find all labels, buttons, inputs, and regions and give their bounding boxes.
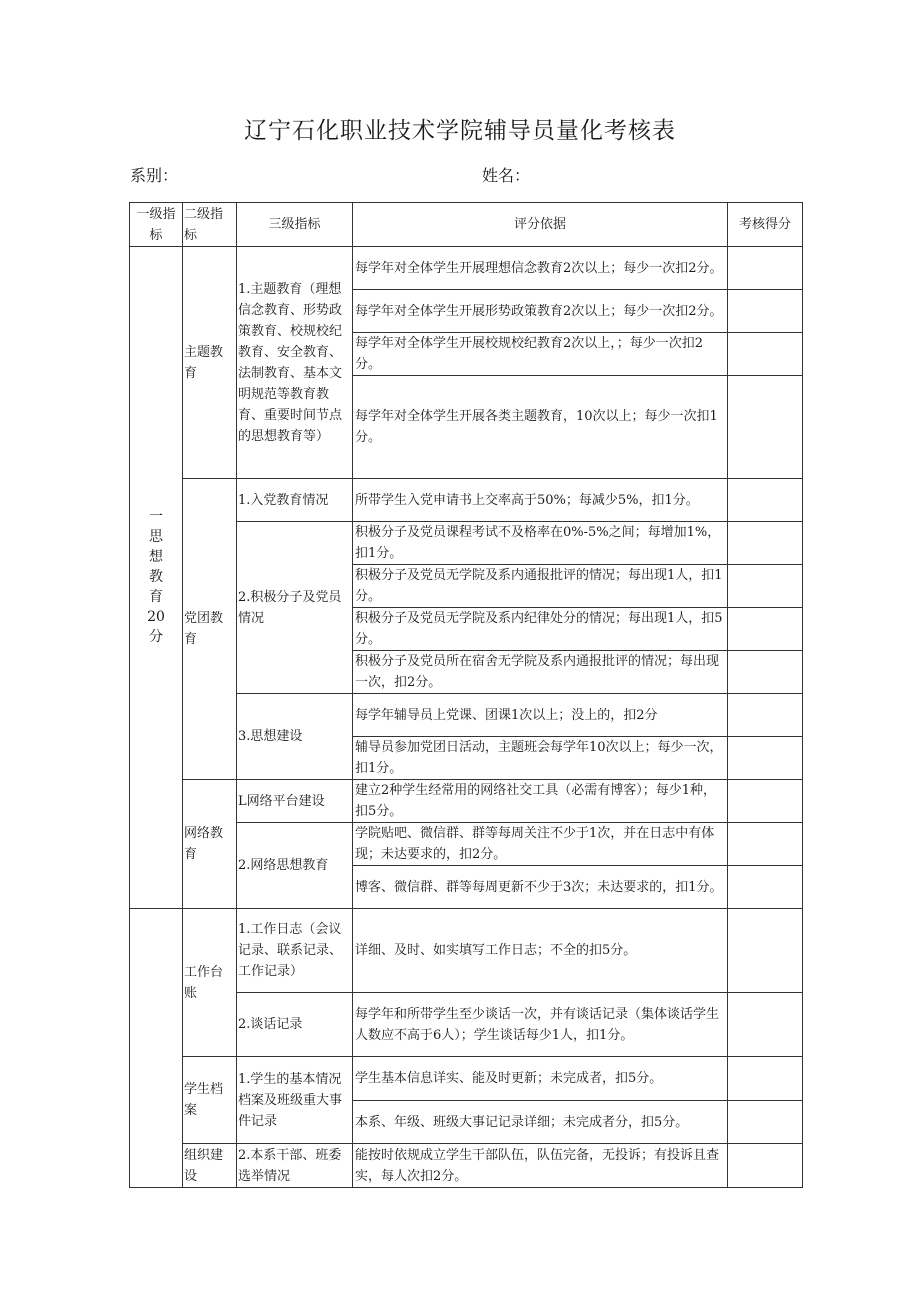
level3-sixiang: 3.思想建设 [237,694,353,780]
level3-rizhi: 1.工作日志（会议记录、联系记录、工作记录） [237,909,353,993]
criteria-cell: 每学年对全体学生开展各类主题教育，10次以上；每少一次扣1分。 [353,376,728,479]
header-level1: 一级指标 [130,203,183,247]
score-cell[interactable] [728,909,803,993]
header-level2: 二级指标 [183,203,237,247]
level3-wangluo-sx: 2.网络思想教育 [237,823,353,909]
criteria-cell: 积极分子及党员课程考试不及格率在0%-5%之间；每增加1%，扣1分。 [353,522,728,565]
criteria-cell: 辅导员参加党团日活动，主题班会每学年10次以上；每少一次，扣1分。 [353,737,728,780]
criteria-cell: 积极分子及党员无学院及系内纪律处分的情况；每出现1人，扣5分。 [353,608,728,651]
score-cell[interactable] [728,737,803,780]
score-cell[interactable] [728,1057,803,1101]
level3-rudang: 1.入党教育情况 [237,479,353,522]
level2-zuzhi: 组织建设 [183,1144,237,1188]
level3-dangan: 1.学生的基本情况档案及班级重大事件记录 [237,1057,353,1144]
score-cell[interactable] [728,290,803,333]
criteria-cell: 积极分子及党员无学院及系内通报批评的情况；每出现1人，扣1分。 [353,565,728,608]
table-row [130,1144,803,1188]
header-basis: 评分依据 [353,203,728,247]
criteria-cell: 每学年对全体学生开展形势政策教育2次以上；每少一次扣2分。 [353,290,728,333]
score-cell[interactable] [728,608,803,651]
score-cell[interactable] [728,479,803,522]
score-cell[interactable] [728,247,803,290]
level3-jiji: 2.积极分子及党员情况 [237,522,353,694]
score-cell[interactable] [728,993,803,1057]
level2-xuesheng: 学生档案 [183,1057,237,1144]
criteria-cell: 积极分子及党员所在宿舍无学院及系内通报批评的情况；每出现一次，扣2分。 [353,651,728,694]
score-cell[interactable] [728,866,803,909]
criteria-cell: 学生基本信息详实、能及时更新；未完成者，扣5分。 [353,1057,728,1101]
department-label: 系别： [130,166,179,185]
table-row [130,1057,803,1101]
level3-tanhua: 2.谈话记录 [237,993,353,1057]
level3-ganbu: 2.本系干部、班委选举情况 [237,1144,353,1188]
level2-wangluo: 网络教育 [183,780,237,909]
level1-sixiang: 一思想教育20分 [130,247,183,909]
score-cell[interactable] [728,1144,803,1188]
score-cell[interactable] [728,376,803,479]
level2-dangtuan: 党团教育 [183,479,237,780]
score-cell[interactable] [728,651,803,694]
table-row [130,909,803,993]
score-cell[interactable] [728,565,803,608]
table-row [130,247,803,290]
criteria-cell: 学院贴吧、微信群、群等每周关注不少于1次，并在日志中有体现；未达要求的，扣2分。 [353,823,728,866]
page-title: 辽宁石化职业技术学院辅导员量化考核表 [244,118,676,144]
level3-wangluo-pt: L网络平台建设 [237,780,353,823]
score-cell[interactable] [728,333,803,376]
criteria-cell: 能按时依规成立学生干部队伍，队伍完备，无投诉；有投诉且查实，每人次扣2分。 [353,1144,728,1188]
table-row [130,479,803,522]
criteria-cell: 每学年对全体学生开展理想信念教育2次以上；每少一次扣2分。 [353,247,728,290]
criteria-cell: 本系、年级、班级大事记记录详细；未完成者分，扣5分。 [353,1101,728,1144]
criteria-cell: 每学年和所带学生至少谈话一次，并有谈话记录（集体谈话学生人数应不高于6人）；学生谈话每少1人，扣1分。 [353,993,728,1057]
criteria-cell: 每学年对全体学生开展校规校纪教育2次以上，；每少一次扣2分。 [353,333,728,376]
score-cell[interactable] [728,694,803,737]
name-label: 姓名： [482,166,531,185]
score-cell[interactable] [728,522,803,565]
assessment-table [129,202,803,1188]
level2-gongzuo: 工作台账 [183,909,237,1057]
header-level3: 三级指标 [237,203,353,247]
score-cell[interactable] [728,823,803,866]
criteria-cell: 博客、微信群、群等每周更新不少于3次；未达要求的，扣1分。 [353,866,728,909]
level2-zhuti: 主题教育 [183,247,237,479]
criteria-cell: 建立2种学生经常用的网络社交工具（必需有博客）；每少1种，扣5分。 [353,780,728,823]
header-score: 考核得分 [728,203,803,247]
criteria-cell: 所带学生入党申请书上交率高于50%；每减少5%，扣1分。 [353,479,728,522]
score-cell[interactable] [728,1101,803,1144]
criteria-cell: 详细、及时、如实填写工作日志；不全的扣5分。 [353,909,728,993]
level1-blank [130,909,183,1188]
criteria-cell: 每学年辅导员上党课、团课1次以上；没上的，扣2分 [353,694,728,737]
header-row [130,203,803,247]
table-row [130,780,803,823]
level3-zhuti: 1.主题教育（理想信念教育、形势政策教育、校规校纪教育、安全教育、法制教育、基本文明规范等教育教育、重要时间节点的思想教育等） [237,247,353,479]
score-cell[interactable] [728,780,803,823]
